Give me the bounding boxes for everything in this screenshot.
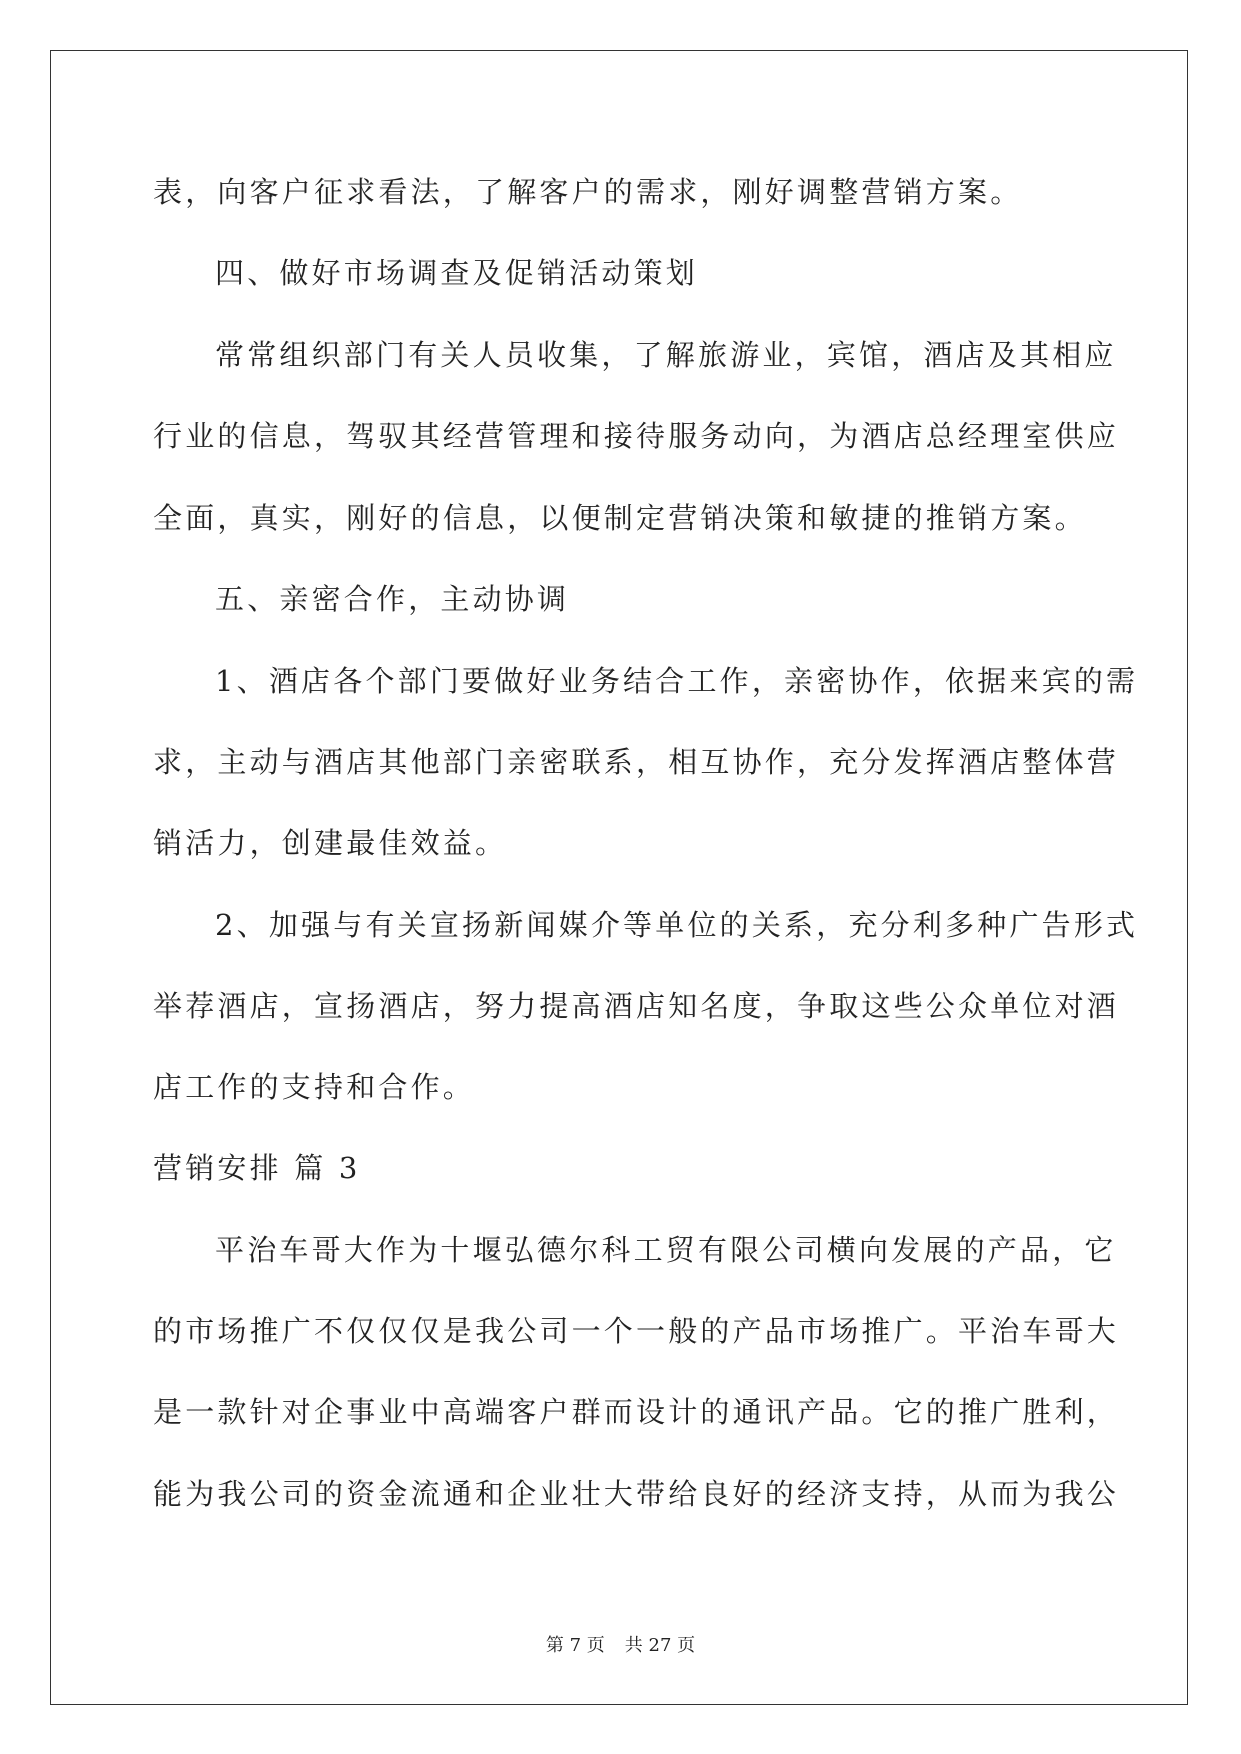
paragraph-line: 是一款针对企事业中高端客户群而设计的通讯产品。它的推广胜利， [153, 1395, 1120, 1429]
page-border [50, 50, 1188, 1705]
page-total: 共 27 页 [624, 1635, 696, 1656]
section-heading: 五、亲密合作，主动协调 [215, 582, 570, 616]
page-number: 第 7 页 [545, 1635, 605, 1656]
paragraph-line: 能为我公司的资金流通和企业壮大带给良好的经济支持，从而为我公 [153, 1477, 1120, 1511]
paragraph-line: 2、加强与有关宣扬新闻媒介等单位的关系，充分利多种广告形式 [215, 908, 1139, 942]
paragraph-line: 常常组织部门有关人员收集，了解旅游业，宾馆，酒店及其相应 [215, 338, 1117, 372]
section-heading: 四、做好市场调查及促销活动策划 [215, 256, 699, 290]
paragraph-line: 表，向客户征求看法，了解客户的需求，刚好调整营销方案。 [153, 175, 1023, 209]
paragraph-line: 销活力，创建最佳效益。 [153, 826, 508, 860]
paragraph-line: 平治车哥大作为十堰弘德尔科工贸有限公司横向发展的产品，它 [215, 1233, 1117, 1267]
paragraph-line: 全面，真实，刚好的信息，以便制定营销决策和敏捷的推销方案。 [153, 501, 1087, 535]
paragraph-line: 1、酒店各个部门要做好业务结合工作，亲密协作，依据来宾的需 [215, 664, 1139, 698]
section-title: 营销安排 篇 3 [153, 1151, 361, 1185]
paragraph-line: 行业的信息，驾驭其经营管理和接待服务动向，为酒店总经理室供应 [153, 419, 1120, 453]
paragraph-line: 举荐酒店，宣扬酒店，努力提高酒店知名度，争取这些公众单位对酒 [153, 989, 1120, 1023]
page-footer [0, 1634, 1241, 1658]
paragraph-line: 的市场推广不仅仅仅是我公司一个一般的产品市场推广。平治车哥大 [153, 1314, 1120, 1348]
paragraph-line: 店工作的支持和合作。 [153, 1070, 476, 1104]
paragraph-line: 求，主动与酒店其他部门亲密联系，相互协作，充分发挥酒店整体营 [153, 745, 1120, 779]
